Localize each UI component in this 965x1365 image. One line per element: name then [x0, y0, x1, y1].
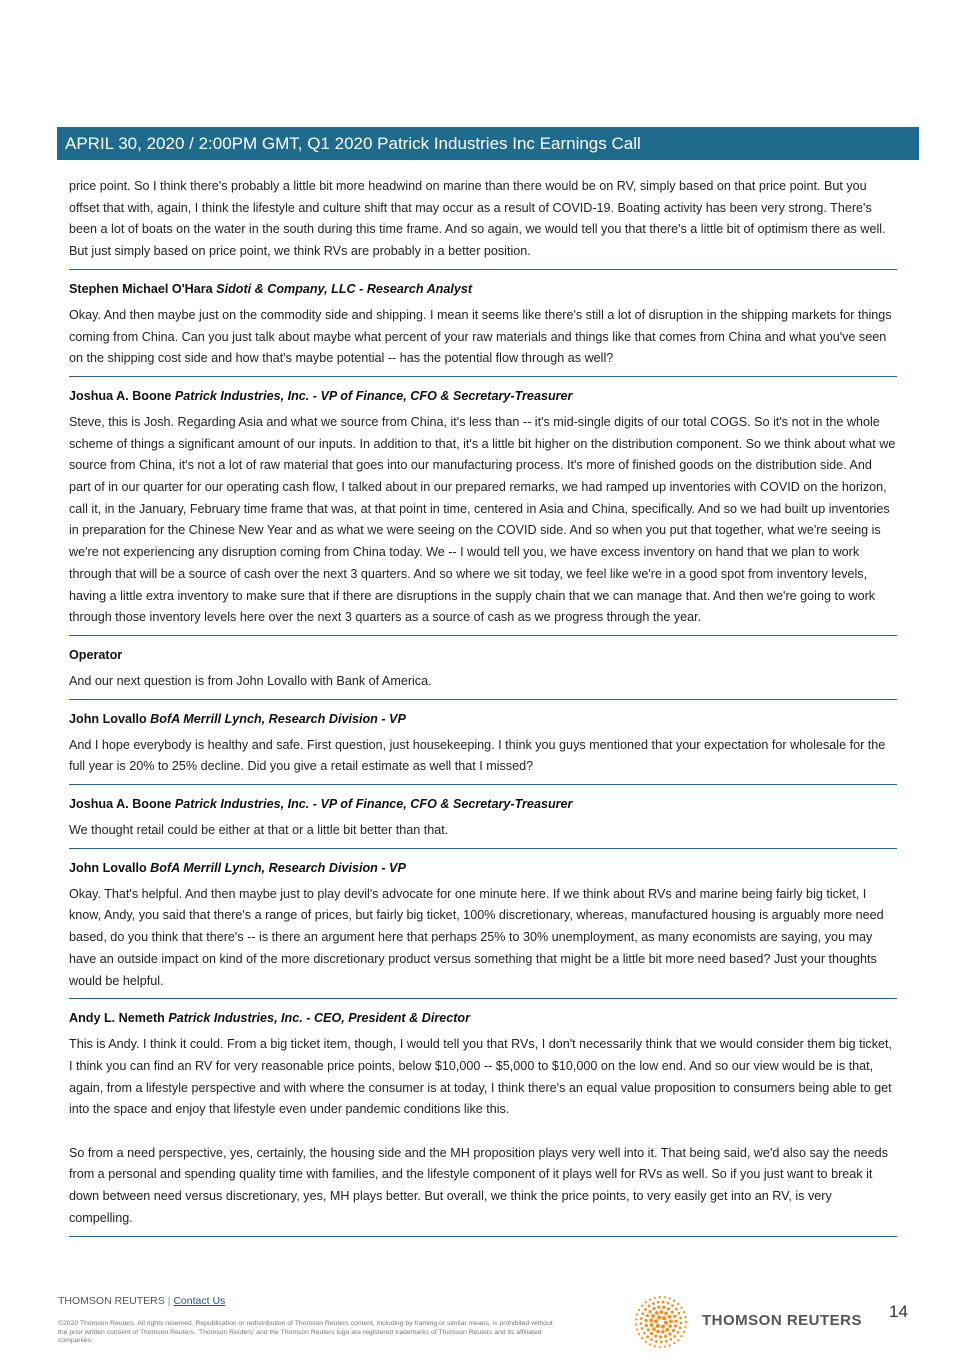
logo-dot	[645, 1301, 647, 1303]
logo-dot	[670, 1338, 673, 1341]
logo-dot	[684, 1326, 686, 1328]
header-bar	[57, 127, 919, 160]
logo-dot	[641, 1327, 644, 1330]
logo-dot	[684, 1316, 686, 1318]
logo-dot	[635, 1323, 637, 1325]
transcript-paragraph: price point. So I think there's probably a little bit more headwind on marine than there would be on RV, simply based on that price point. But you offset that with, again, I think the lifestyle and culture shift that may occur as a result of COVID-19. Boating activity has been very strong. There's been a lot of boats on the water in the south during this time frame. And so again, we would tell you that there's a little bit of optimism there as well. But just simply based on price point, we think RVs are probably in a better position.	[69, 179, 886, 259]
section-divider	[69, 269, 897, 270]
logo-dot	[643, 1332, 646, 1335]
logo-dot	[656, 1330, 660, 1334]
section-divider	[69, 998, 897, 999]
footer-brand	[58, 1295, 225, 1307]
logo-dot	[644, 1319, 647, 1322]
logo-dot	[664, 1312, 668, 1316]
logo-dot	[641, 1305, 643, 1307]
logo-dot	[674, 1335, 677, 1338]
logo-dot	[664, 1346, 666, 1348]
transcript-paragraph: So from a need perspective, yes, certainly, the housing side and the MH proposition plays very well into it. That being said, we'd also say the needs from a personal and spending quality time with families, and the lifestyle component of it plays well for RVs as well. So if you just want to break it down between need versus discretionary, yes, MH plays better. But overall, we think the price points, to very easily get into an RV, is very compelling.	[69, 1145, 888, 1225]
logo-dot	[655, 1311, 659, 1315]
transcript-paragraph: And I hope everybody is healthy and safe. First question, just housekeeping. I think you guys mentioned that your expectation for wholesale for the full year is 20% to 25% decline. Did you give a retail estimate as well that I missed?	[69, 737, 886, 774]
logo-dot	[665, 1340, 668, 1343]
logo-dot	[677, 1331, 680, 1334]
transcript-content	[69, 176, 897, 1246]
speaker-line	[69, 645, 897, 665]
logo-dot	[640, 1322, 643, 1325]
speaker-name: Operator	[69, 647, 123, 662]
transcript-paragraph: Okay. And then maybe just on the commodity side and shipping. I mean it seems like there's still a lot of disruption in the shipping markets for things coming from China. Can you just talk about maybe what percent of your raw materials and things like that comes from China and what you've seen on the shipping cost side and how that's maybe potential -- has the potential flow through as well?	[69, 307, 892, 366]
speaker-line	[69, 709, 897, 729]
logo-dot	[662, 1301, 665, 1304]
logo-dot	[672, 1329, 675, 1332]
footer-brand-name: THOMSON REUTERS	[58, 1295, 165, 1307]
logo-dot	[636, 1313, 638, 1315]
logo-dot	[664, 1296, 666, 1298]
logo-dot	[683, 1311, 685, 1313]
dot-sphere-icon	[632, 1293, 692, 1351]
logo-dot	[644, 1308, 647, 1311]
logo-dot	[664, 1321, 668, 1325]
logo-dot	[654, 1345, 656, 1347]
footer-separator: |	[167, 1295, 171, 1307]
transcript-paragraph: Okay. That's helpful. And then maybe just to play devil's advocate for one minute here. If we think about RVs and marine being fairly big ticket, I know, Andy, you said that there's a range of prices, but fairly big ticket, 100% discretionary, whereas, manufactured housing is arguably more need based, do you think that there's -- is there an argument here that perhaps 25% to 30% unemployment, as many economists are saying, you may have an outside impact on kind of the more discretionary product versus something that might be a little bit more need based? Just your thoughts would be helpful.	[69, 886, 884, 988]
logo-dot	[641, 1337, 643, 1339]
logo-dot	[679, 1327, 682, 1330]
logo-dot	[671, 1310, 674, 1313]
logo-dot	[660, 1341, 663, 1344]
logo-dot	[679, 1317, 682, 1320]
page-title: APRIL 30, 2020 / 2:00PM GMT, Q1 2020 Patrick Industries Inc Earnings Call	[65, 134, 641, 153]
section-divider	[69, 784, 897, 785]
speaker-affiliation: BofA Merrill Lynch, Research Division - VP	[150, 711, 406, 726]
logo-dot	[673, 1300, 675, 1302]
logo-dot	[669, 1297, 671, 1299]
footer-legal-text: ©2020 Thomson Reuters. All rights reserved. Republication or redistribution of Thomson Reuters content, including by framing or similar means, is prohibited without the prior written consent of Thomson Reuters. 'Thomson Reuters' and the Thomson Reuters logo are registered trademarks of Thomson Reuters and its affiliated companies.	[58, 1320, 553, 1345]
logo-dot	[677, 1339, 679, 1341]
speaker-name: John Lovallo	[69, 860, 147, 875]
speaker-affiliation: Patrick Industries, Inc. - CEO, President & Director	[168, 1011, 471, 1026]
speaker-name: Stephen Michael O'Hara	[69, 281, 213, 296]
logo-dot	[645, 1341, 647, 1343]
logo-dot	[638, 1333, 640, 1335]
speaker-name: Joshua A. Boone	[69, 797, 172, 812]
logo-dot	[638, 1309, 640, 1311]
logo-dot	[650, 1323, 654, 1327]
logo-dot	[649, 1343, 651, 1345]
logo-dot	[669, 1344, 671, 1346]
speaker-name: Andy L. Nemeth	[69, 1011, 165, 1026]
logo-dot	[680, 1307, 682, 1309]
speaker-line	[69, 386, 897, 406]
logo-dot	[657, 1315, 661, 1319]
logo-dot	[668, 1332, 671, 1335]
logo-dot	[673, 1342, 675, 1344]
speaker-affiliation: BofA Merrill Lynch, Research Division - VP	[150, 860, 406, 875]
logo-dot	[654, 1334, 657, 1337]
logo-dot	[659, 1346, 661, 1348]
logo-dot	[654, 1319, 658, 1323]
logo-dot	[667, 1307, 670, 1310]
logo-dot	[659, 1335, 662, 1338]
logo-dot	[668, 1315, 672, 1319]
section-divider	[69, 635, 897, 636]
logo-dot	[665, 1328, 669, 1332]
logo-dot	[677, 1303, 679, 1305]
logo-dot	[662, 1306, 665, 1309]
transcript-paragraph: And our next question is from John Lovallo with Bank of America.	[69, 673, 432, 688]
logo-dot	[662, 1316, 666, 1320]
logo-dot	[649, 1298, 651, 1300]
logo-dot	[648, 1305, 651, 1308]
logo-dot	[664, 1335, 667, 1338]
logo-dot	[649, 1310, 652, 1313]
speaker-name: Joshua A. Boone	[69, 388, 172, 403]
logo-dot	[650, 1338, 653, 1341]
speaker-line	[69, 279, 897, 299]
logo-dot	[673, 1315, 676, 1318]
section-divider	[69, 376, 897, 377]
section-divider	[69, 699, 897, 700]
logo-dot	[655, 1340, 658, 1343]
section-divider	[69, 848, 897, 849]
contact-us-link[interactable]: Contact Us	[173, 1295, 226, 1307]
speaker-affiliation: Patrick Industries, Inc. - VP of Finance, CFO & Secretary-Treasurer	[174, 388, 573, 403]
logo-dot	[656, 1324, 660, 1328]
section-divider	[69, 1236, 897, 1237]
logo-dot	[675, 1308, 678, 1311]
logo-dot	[668, 1324, 672, 1328]
logo-dot	[680, 1335, 682, 1337]
speaker-line	[69, 1008, 897, 1028]
logo-dot	[649, 1318, 653, 1322]
logo-dot	[653, 1307, 656, 1310]
logo-dot	[640, 1317, 643, 1320]
speaker-line	[69, 858, 897, 878]
logo-dot	[654, 1297, 656, 1299]
logo-text: THOMSON REUTERS	[702, 1312, 863, 1329]
logo-dot	[669, 1319, 673, 1323]
logo-dot	[636, 1328, 638, 1330]
logo-dot	[661, 1330, 665, 1334]
logo-dot	[660, 1310, 664, 1314]
paragraph-gap	[69, 1121, 897, 1143]
logo-dot	[671, 1304, 674, 1307]
logo-dot	[685, 1321, 687, 1323]
transcript-paragraph: We thought retail could be either at that or a little bit better than that.	[69, 823, 449, 838]
logo-dot	[657, 1306, 660, 1309]
logo-dot	[652, 1302, 655, 1305]
logo-dot	[657, 1301, 660, 1304]
logo-dot	[645, 1324, 648, 1327]
page-number: 14	[889, 1302, 908, 1321]
logo-dot	[652, 1327, 656, 1331]
logo-dot	[650, 1332, 653, 1335]
logo-dot	[659, 1296, 661, 1298]
speaker-line	[69, 794, 897, 814]
speaker-affiliation: Patrick Industries, Inc. - VP of Finance, CFO & Secretary-Treasurer	[174, 797, 573, 812]
speaker-name: John Lovallo	[69, 711, 147, 726]
logo-dot	[646, 1314, 649, 1317]
transcript-paragraph: Steve, this is Josh. Regarding Asia and what we source from China, it's less than -- it's mid-single digits of our total COGS. So it's not in the whole scheme of things a significant amount of our inputs. In addition to that, it's a little bit higher on the distribution component. So we think about what we source from China, it's not a lot of raw material that goes into our manufacturing process. It's more of finished goods on the distribution side. And part of in our quarter for our operating cash flow, I talked about in our prepared remarks, we had ramped up inventories with COVID on the horizon, call it, in the January, February time frame that was, at that point in time, centered in Asia and China, specifically. And so we had built up inventories in preparation for the Chinese New Year and as what we were seeing on the COVID side. And so when you put that together, what we're seeing is we're not experiencing any disruption coming from China today. We -- I would tell you, we have excess inventory on hand that we plan to work through that will be a source of cash over the next 3 quarters. And so where we sit today, we feel like we're in a good spot from inventory levels, having a little extra inventory to make sure that if there are disruptions in the supply chain that we can manage that. And then we're going to work through those inventory levels here over the next 3 quarters as a source of cash as we progress through the year.	[69, 414, 896, 625]
thomson-reuters-logo	[632, 1293, 882, 1351]
logo-dot	[683, 1331, 685, 1333]
transcript-paragraph: This is Andy. I think it could. From a big ticket item, though, I would tell you that RVs, I don't necessarily think that we would consider them big ticket, I think you can find an RV for very reasonable price points, below $10,000 -- $5,000 to $10,000 on the low end. And so our view would be is that, again, from a lifestyle perspective and with where the consumer is at today, I think there's an equal value proposition to consumers being able to get into the space and enjoy that lifestyle even under pandemic conditions like this.	[69, 1037, 893, 1117]
logo-dot	[680, 1322, 683, 1325]
logo-dot	[678, 1312, 681, 1315]
logo-dot	[641, 1312, 644, 1315]
logo-dot	[651, 1314, 655, 1318]
logo-dot	[674, 1319, 677, 1322]
logo-dot	[635, 1318, 637, 1320]
speaker-affiliation: Sidoti & Company, LLC - Research Analyst	[216, 281, 473, 296]
logo-dot	[667, 1302, 670, 1305]
logo-dot	[674, 1324, 677, 1327]
logo-dot	[661, 1325, 665, 1329]
logo-dot	[647, 1328, 650, 1331]
logo-dot	[646, 1335, 649, 1338]
